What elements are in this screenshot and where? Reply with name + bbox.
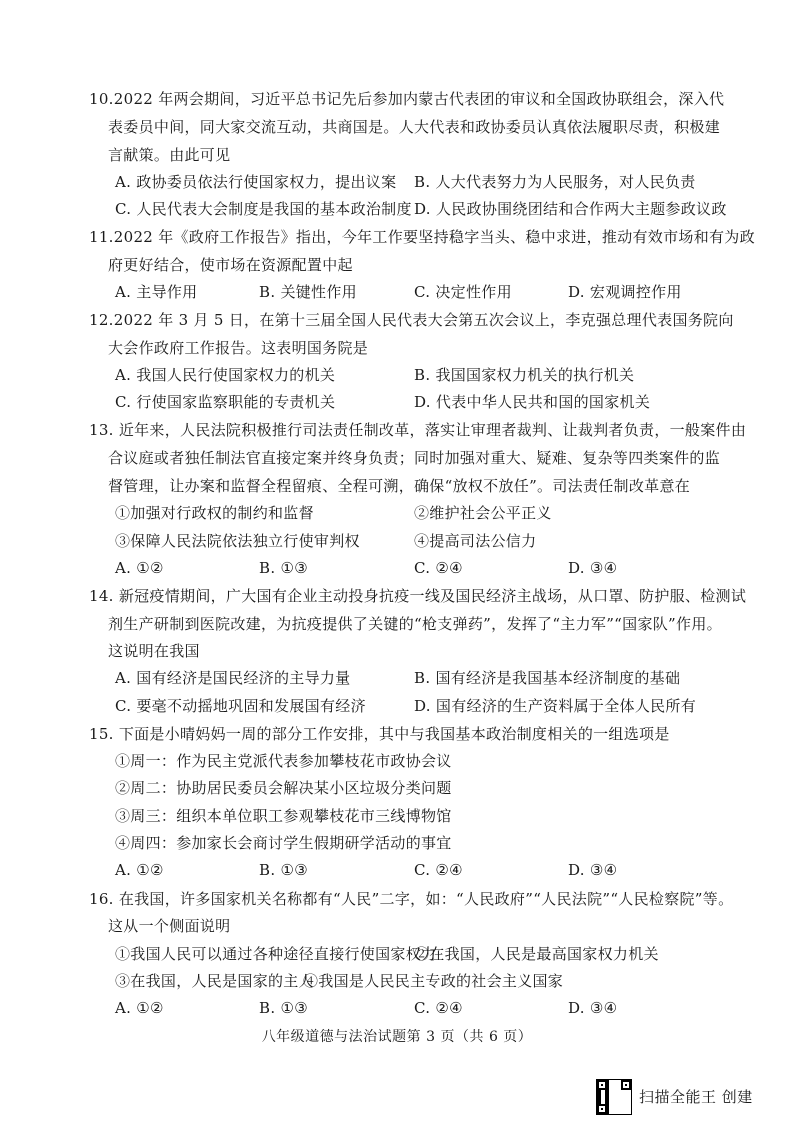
option-a: A. 我国人民行使国家权力的机关 xyxy=(115,366,336,384)
statement-item: ①周一：作为民主党派代表参加攀枝花市政协会议 xyxy=(115,752,452,770)
option-b: B. 人大代表努力为人民服务，对人民负责 xyxy=(414,173,696,191)
question-stem-line: 10.2022 年两会期间，习近平总书记先后参加内蒙古代表团的审议和全国政协联组会，深入代 xyxy=(89,90,725,108)
option-d: D. 宏观调控作用 xyxy=(568,283,682,301)
statement-item: ④提高司法公信力 xyxy=(414,532,537,550)
question-stem-line: 12.2022 年 3 月 5 日，在第十三届全国人民代表大会第五次会议上，李克强总理代表国务院向 xyxy=(89,311,734,329)
statement-item: ①我国人民可以通过各种途径直接行使国家权力 xyxy=(115,945,437,963)
question-stem-line: 这说明在我国 xyxy=(108,642,200,660)
option-c: C. ②④ xyxy=(414,559,463,577)
question-stem-line: 督管理，让办案和监督全程留痕、全程可溯，确保“放权不放任”。司法责任制改革意在 xyxy=(108,477,691,495)
question-stem-line: 剂生产研制到医院改建，为抗疫提供了关键的“枪支弹药”，发挥了“主力军”“国家队”作用。 xyxy=(108,615,722,633)
option-d: D. ③④ xyxy=(568,999,618,1017)
option-d: D. ③④ xyxy=(568,559,618,577)
option-a: A. ①② xyxy=(115,559,164,577)
option-c: C. 人民代表大会制度是我国的基本政治制度 xyxy=(115,200,412,218)
statement-item: ②在我国，人民是最高国家权力机关 xyxy=(414,945,659,963)
statement-item: ③保障人民法院依法独立行使审判权 xyxy=(115,532,360,550)
scanner-watermark-text: 扫描全能王 创建 xyxy=(639,1088,753,1106)
question-stem-line: 大会作政府工作报告。这表明国务院是 xyxy=(108,339,369,357)
option-b: B. 关键性作用 xyxy=(259,283,357,301)
option-d: D. 人民政协围绕团结和合作两大主题参政议政 xyxy=(414,200,727,218)
option-b: B. ①③ xyxy=(259,861,308,879)
option-b: B. 国有经济是我国基本经济制度的基础 xyxy=(414,669,681,687)
question-stem-line: 16. 在我国，许多国家机关名称都有“人民”二字，如：“人民政府”“人民法院”“人民检察院”等。 xyxy=(89,890,734,908)
statement-item: ②维护社会公平正义 xyxy=(414,504,552,522)
question-stem-line: 14. 新冠疫情期间，广大国有企业主动投身抗疫一线及国民经济主战场，从口罩、防护服、检测试 xyxy=(89,587,747,605)
question-stem-line: 表委员中间，同大家交流互动，共商国是。人大代表和政协委员认真依法履职尽责，积极建 xyxy=(108,118,721,136)
option-c: C. 行使国家监察职能的专责机关 xyxy=(115,393,336,411)
option-a: A. ①② xyxy=(115,861,164,879)
qr-code-icon xyxy=(597,1080,631,1114)
option-b: B. ①③ xyxy=(259,559,308,577)
option-b: B. ①③ xyxy=(259,999,308,1017)
option-a: A. 国有经济是国民经济的主导力量 xyxy=(115,669,351,687)
option-c: C. 要毫不动摇地巩固和发展国有经济 xyxy=(115,697,366,715)
statement-item: ④我国是人民民主专政的社会主义国家 xyxy=(303,972,564,990)
statement-item: ③在我国，人民是国家的主人 xyxy=(115,972,314,990)
statement-item: ②周二：协助居民委员会解决某小区垃圾分类问题 xyxy=(115,779,452,797)
option-d: D. 代表中华人民共和国的国家机关 xyxy=(414,393,651,411)
option-a: A. ①② xyxy=(115,999,164,1017)
question-stem-line: 13. 近年来，人民法院积极推行司法责任制改革，落实让审理者裁判、让裁判者负责，一般案件由 xyxy=(89,421,747,439)
question-stem-line: 言献策。由此可见 xyxy=(108,146,231,164)
statement-item: ①加强对行政权的制约和监督 xyxy=(115,504,314,522)
option-c: C. ②④ xyxy=(414,861,463,879)
option-d: D. 国有经济的生产资料属于全体人民所有 xyxy=(414,697,697,715)
option-b: B. 我国国家权力机关的执行机关 xyxy=(414,366,635,384)
question-stem-line: 合议庭或者独任制法官直接定案并终身负责；同时加强对重大、疑难、复杂等四类案件的监 xyxy=(108,449,721,467)
question-stem-line: 府更好结合，使市场在资源配置中起 xyxy=(108,256,353,274)
statement-item: ④周四：参加家长会商讨学生假期研学活动的事宜 xyxy=(115,834,452,852)
option-d: D. ③④ xyxy=(568,861,618,879)
option-c: C. ②④ xyxy=(414,999,463,1017)
option-c: C. 决定性作用 xyxy=(414,283,512,301)
statement-item: ③周三：组织本单位职工参观攀枝花市三线博物馆 xyxy=(115,807,452,825)
page-footer: 八年级道德与法治试题第 3 页（共 6 页） xyxy=(261,1029,533,1045)
question-stem-line: 15. 下面是小晴妈妈一周的部分工作安排，其中与我国基本政治制度相关的一组选项是 xyxy=(89,725,670,743)
question-stem-line: 这从一个侧面说明 xyxy=(108,917,231,935)
question-stem-line: 11.2022 年《政府工作报告》指出，今年工作要坚持稳字当头、稳中求进，推动有效市场和有为政 xyxy=(89,228,755,246)
option-a: A. 政协委员依法行使国家权力，提出议案 xyxy=(115,173,397,191)
option-a: A. 主导作用 xyxy=(115,283,198,301)
scanner-watermark xyxy=(597,1078,794,1118)
